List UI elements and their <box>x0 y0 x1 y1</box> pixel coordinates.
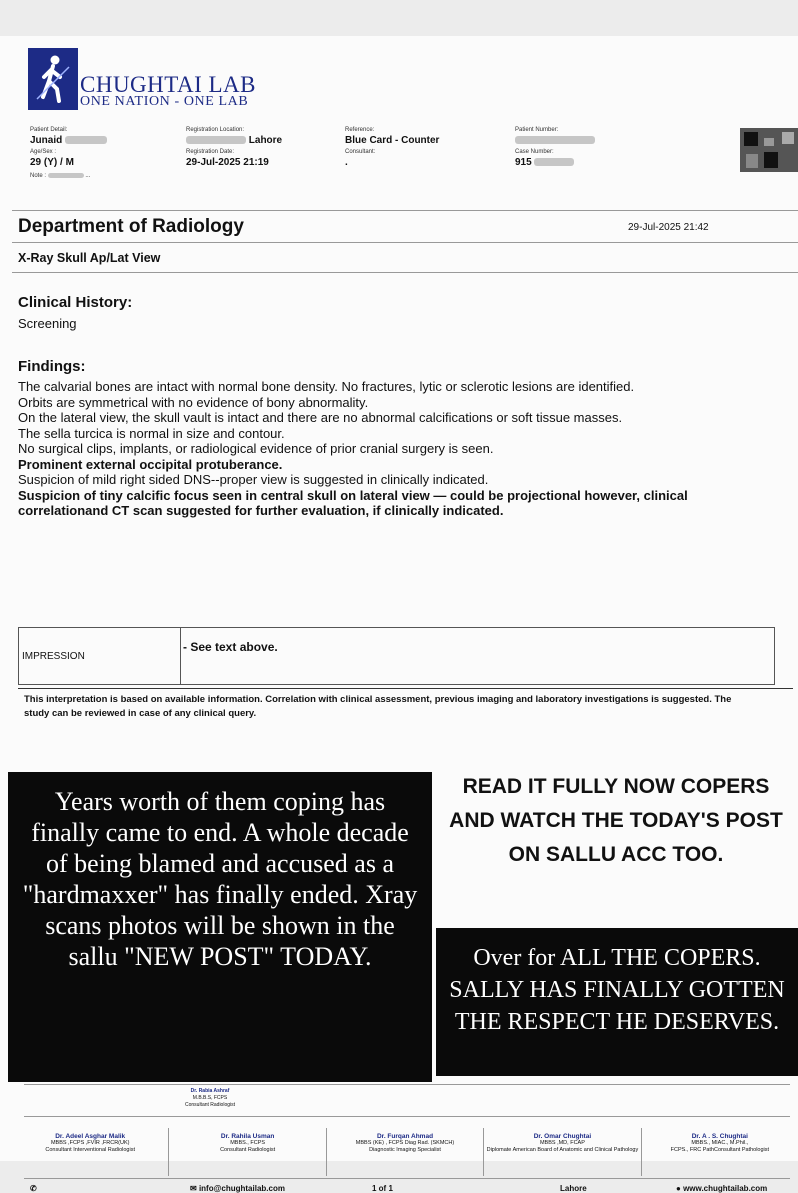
signature-quals: MBBS (KE) , FCPS Diag Rad. (SKMCH) <box>355 1140 455 1146</box>
signature-quals: MBBS ,MD, FCAP <box>539 1140 585 1146</box>
signature-quals: MBBS., FCPS <box>230 1140 266 1146</box>
patient-name: Junaid <box>30 135 63 146</box>
finding-item: No surgical clips, implants, or radiological evidence of prior cranial surgery is seen. <box>18 441 494 456</box>
signature-title: Diplomate American Board of Anatomic and Clinical Pathology <box>486 1147 639 1153</box>
chughtai-lab-logo <box>28 48 256 110</box>
reference-block <box>345 126 439 170</box>
reg-location-label: Registration Location: <box>186 127 245 133</box>
divider <box>12 272 798 273</box>
signature-name: Dr. Rahila Usman <box>220 1133 275 1140</box>
signature-title: Consultant Radiologist <box>220 1147 276 1153</box>
divider <box>18 688 793 689</box>
signature-name: Dr. Furqan Ahmad <box>376 1133 434 1140</box>
mail-icon: ✉ <box>190 1184 197 1193</box>
reference-label: Reference: <box>345 127 375 133</box>
walking-person-icon <box>28 48 78 110</box>
divider <box>24 1116 790 1117</box>
signature-title: Diagnostic Imaging Specialist <box>369 1147 441 1153</box>
signature-quals: MBBS ,FCPS ,FVIR ,FRCR(UK) <box>50 1140 130 1146</box>
globe-icon: ● <box>676 1184 681 1193</box>
signature-title: Consultant Radiologist <box>184 1102 236 1108</box>
phone-icon: ✆ <box>30 1184 37 1193</box>
redaction-blur <box>515 136 595 144</box>
findings-title: Findings: <box>18 358 86 375</box>
logo-tagline: ONE NATION - ONE LAB <box>80 94 249 109</box>
patient-number-label: Patient Number: <box>515 127 559 133</box>
consultant-value: . <box>345 157 348 168</box>
footer-email-wrap <box>190 1184 285 1193</box>
signature-name: Dr. A . S. Chughtai <box>691 1133 748 1140</box>
overlay-caption-right-bottom: Over for ALL THE COPERS. SALLY HAS FINALLY GOTTEN THE RESPECT HE DESERVES. <box>436 928 798 1076</box>
registration-block <box>186 126 282 170</box>
reg-date-label: Registration Date: <box>186 149 235 155</box>
report-page <box>0 36 798 1193</box>
redaction-blur <box>186 136 246 144</box>
reg-date-value: 29-Jul-2025 21:19 <box>186 157 269 168</box>
signature-quals: MBBS., MIAC., M.Phil., <box>691 1140 749 1146</box>
signature-title: FCPS., FRC PathConsultant Pathologist <box>670 1147 770 1153</box>
signature-quals: M.B.B.S, FCPS <box>192 1095 228 1101</box>
finding-item: Suspicion of mild right sided DNS--proper view is suggested in clinically indicated. <box>18 472 489 487</box>
report-date: 29-Jul-2025 21:42 <box>628 222 709 233</box>
department-title: Department of Radiology <box>18 216 244 237</box>
note-label: Note : <box>30 173 47 179</box>
case-number-label: Case Number: <box>515 149 554 155</box>
overlay-caption-left: Years worth of them coping has finally came to end. A whole decade of being blamed and accused as a "hardmaxxer" has finally ended. Xray scans photos will be shown in the sallu "NEW POST" TODAY. <box>8 772 432 1082</box>
study-title: X-Ray Skull Ap/Lat View <box>18 251 161 265</box>
finding-item: Suspicion of tiny calcific focus seen in central skull on lateral view — could be projectional however, clinical correlationand CT scan suggested for further evaluation, if clinically indicated. <box>18 487 688 518</box>
logo-name: CHUGHTAI LAB <box>80 72 257 97</box>
signature-title: Consultant Interventional Radiologist <box>45 1147 135 1153</box>
footer-city: Lahore <box>560 1184 587 1193</box>
impression-label: IMPRESSION <box>19 628 181 684</box>
finding-item: The sella turcica is normal in size and contour. <box>18 425 285 441</box>
finding-item: Prominent external occipital protuberance. <box>18 456 283 472</box>
patient-detail-label: Patient Detail: <box>30 127 68 133</box>
reg-location-value: Lahore <box>248 135 283 146</box>
signature-name: Dr. Adeel Asghar Malik <box>55 1133 126 1140</box>
redaction-blur <box>534 158 574 166</box>
signature-block <box>168 1128 325 1176</box>
footer-website-wrap[interactable] <box>676 1184 767 1193</box>
overlay-caption-right-top: READ IT FULLY NOW COPERS AND WATCH THE TODAY'S POST ON SALLU ACC TOO. <box>449 775 783 866</box>
disclaimer-text: This interpretation is based on available information. Correlation with clinical assessment, previous imaging and laboratory investigations is suggested. The study can be reviewed in case of any clinical query. <box>24 694 732 719</box>
impression-box <box>18 627 775 685</box>
finding-item: Orbits are symmetrical with no evidence of bony abnormality. <box>18 394 369 410</box>
patient-detail-block <box>30 126 107 180</box>
redaction-blur <box>48 173 84 178</box>
case-number-value: 915 <box>515 157 532 168</box>
clinical-history-title: Clinical History: <box>18 294 133 311</box>
signature-name: Dr. Rabia Ashraf <box>190 1088 230 1094</box>
findings-list <box>18 379 778 519</box>
divider <box>12 242 798 243</box>
signature-row <box>12 1128 798 1176</box>
divider <box>12 210 798 211</box>
footer-page: 1 of 1 <box>372 1184 393 1193</box>
redaction-blur <box>65 136 107 144</box>
divider <box>24 1178 790 1179</box>
qr-code-icon <box>740 128 798 172</box>
signature-block <box>641 1128 798 1176</box>
signature-block <box>12 1128 168 1176</box>
footer-email: info@chughtailab.com <box>198 1184 285 1193</box>
patient-number-block <box>515 126 595 170</box>
signature-block <box>483 1128 640 1176</box>
consultant-label: Consultant: <box>345 149 376 155</box>
finding-item: The calvarial bones are intact with normal bone density. No fractures, lytic or sclerotic lesions are identified. <box>18 379 635 394</box>
age-sex-label: Age/Sex : <box>30 149 57 155</box>
divider <box>24 1084 790 1085</box>
finding-item: On the lateral view, the skull vault is intact and there are no abnormal calcifications or soft tissue masses. <box>18 410 623 425</box>
age-sex-value: 29 (Y) / M <box>30 157 74 168</box>
reference-value: Blue Card - Counter <box>345 135 440 146</box>
note-value: ... <box>85 173 91 179</box>
signature-block <box>326 1128 483 1176</box>
impression-text: - See text above. <box>183 640 278 654</box>
clinical-history-text: Screening <box>18 316 77 331</box>
signature-name: Dr. Omar Chughtai <box>533 1133 592 1140</box>
footer-website: www.chughtailab.com <box>683 1184 768 1193</box>
signature-top <box>170 1088 250 1109</box>
